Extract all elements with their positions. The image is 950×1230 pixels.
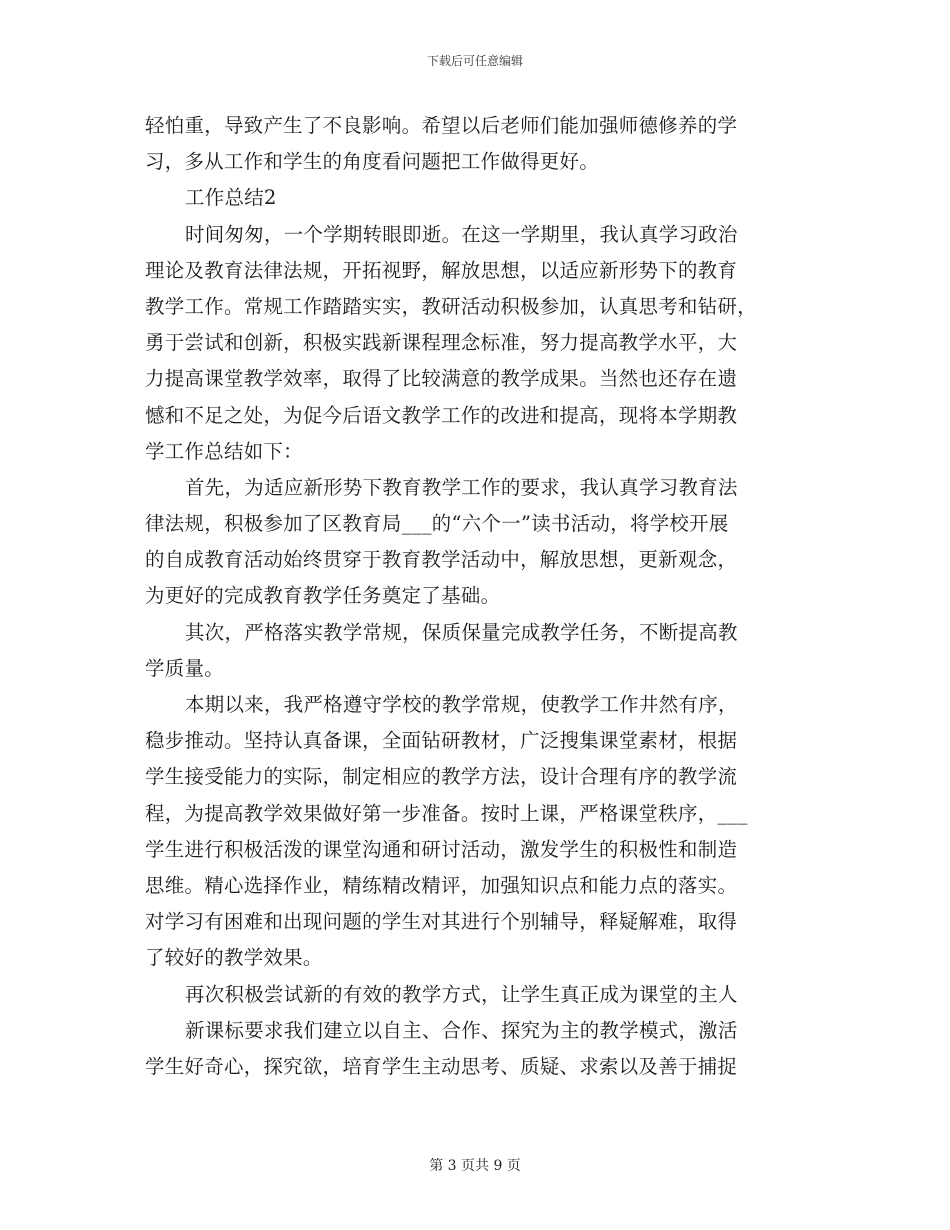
text-line: 律法规，积极参加了区教育局___的“六个一”读书活动，将学校开展	[145, 512, 729, 536]
text-line: 其次，严格落实教学常规，保质保量完成教学任务，不断提高教	[185, 620, 738, 644]
text-line: 学生好奇心，探究欲，培育学生主动思考、质疑、求索以及善于捕捉	[145, 1054, 738, 1078]
text-line: 新课标要求我们建立以自主、合作、探究为主的教学模式，激活	[185, 1018, 738, 1042]
text-line: 教学工作。常规工作踏踏实实，教研活动积极参加，认真思考和钻研，	[145, 294, 757, 318]
text-line: 再次积极尝试新的有效的教学方式，让学生真正成为课堂的主人	[185, 982, 738, 1006]
text-line: 为更好的完成教育教学任务奠定了基础。	[145, 584, 501, 608]
text-line: 理论及教育法律法规，开拓视野，解放思想，以适应新形势下的教育	[145, 258, 738, 282]
text-line: 本期以来，我严格遵守学校的教学常规，使教学工作井然有序，	[185, 693, 738, 716]
text-line: 学生进行积极活泼的课堂沟通和研讨活动，激发学生的积极性和制造	[145, 837, 738, 861]
text-line: 憾和不足之处，为促今后语文教学工作的改进和提高，现将本学期教	[145, 403, 738, 427]
page-number: 第 3 页共 9 页	[429, 1158, 521, 1174]
text-line: 了较好的教学效果。	[145, 946, 323, 970]
text-line: 程，为提高教学效果做好第一步准备。按时上课，严格课堂秩序，___	[145, 801, 748, 825]
text-line: 学质量。	[145, 656, 224, 680]
section-heading: 工作总结2	[185, 186, 277, 210]
text-line: 思维。精心选择作业，精练精改精评，加强知识点和能力点的落实。	[145, 873, 738, 897]
text-line: 首先，为适应新形势下教育教学工作的要求，我认真学习教育法	[185, 475, 738, 499]
text-line: 时间匆匆，一个学期转眼即逝。在这一学期里，我认真学习政治	[185, 222, 738, 246]
page-header: 下载后可任意编辑	[426, 54, 523, 68]
text-line: 的自成教育活动始终贯穿于教育教学活动中，解放思想，更新观念，	[145, 548, 738, 572]
text-line: 学生接受能力的实际，制定相应的教学方法，设计合理有序的教学流	[145, 765, 738, 789]
text-line: 力提高课堂教学效率，取得了比较满意的教学成果。当然也还存在遗	[145, 367, 738, 391]
text-line: 稳步推动。坚持认真备课，全面钻研教材，广泛搜集课堂素材，根据	[145, 729, 738, 753]
text-line: 勇于尝试和创新，积极实践新课程理念标准，努力提高教学水平，大	[145, 331, 738, 355]
document-body	[145, 108, 810, 1085]
text-line: 轻怕重，导致产生了不良影响。希望以后老师们能加强师德修养的学	[145, 114, 738, 137]
text-line: 学工作总结如下：	[145, 439, 303, 463]
text-line: 对学习有困难和出现问题的学生对其进行个别辅导，释疑解难，取得	[145, 910, 738, 934]
text-line: 习，多从工作和学生的角度看问题把工作做得更好。	[145, 150, 600, 174]
